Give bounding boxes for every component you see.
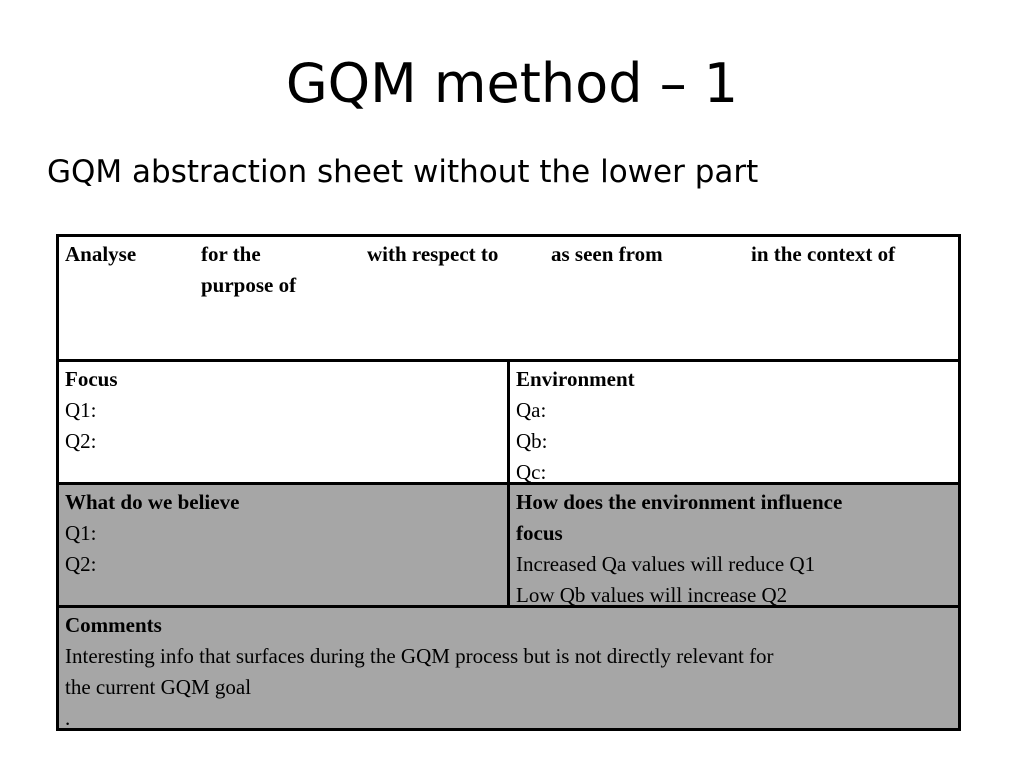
environment-cell bbox=[510, 362, 958, 482]
slide-title: GQM method – 1 bbox=[285, 52, 739, 115]
comments-text-line: Interesting info that surfaces during the GQM process but is not directly relevant for bbox=[65, 644, 774, 668]
influence-item: Low Qb values will increase Q2 bbox=[516, 583, 788, 607]
comments-cell bbox=[59, 608, 958, 728]
environment-item: Qc: bbox=[516, 460, 547, 484]
focus-cell bbox=[59, 362, 510, 482]
header-purpose-line2: purpose of bbox=[201, 273, 297, 297]
slide-subtitle: GQM abstraction sheet without the lower part bbox=[47, 154, 759, 190]
goal-header-row bbox=[59, 237, 958, 362]
influence-title-line1: How does the environment influence bbox=[516, 490, 843, 514]
comments-title: Comments bbox=[65, 613, 162, 637]
header-respect: with respect to bbox=[367, 242, 499, 266]
header-purpose bbox=[201, 239, 296, 301]
environment-item: Qb: bbox=[516, 429, 548, 453]
belief-influence-row bbox=[59, 485, 958, 608]
header-seen-from: as seen from bbox=[551, 242, 663, 266]
focus-environment-row bbox=[59, 362, 958, 485]
environment-title: Environment bbox=[516, 367, 635, 391]
focus-item: Q1: bbox=[65, 398, 97, 422]
believe-cell bbox=[59, 485, 510, 605]
influence-item: Increased Qa values will reduce Q1 bbox=[516, 552, 816, 576]
focus-title: Focus bbox=[65, 367, 118, 391]
comments-row bbox=[59, 608, 958, 728]
comments-text-line: the current GQM goal bbox=[65, 675, 252, 699]
header-purpose-line1: for the bbox=[201, 242, 261, 266]
believe-item: Q2: bbox=[65, 552, 97, 576]
influence-cell bbox=[510, 485, 958, 605]
comments-text-line: . bbox=[65, 706, 71, 730]
header-context: in the context of bbox=[751, 242, 896, 266]
gqm-abstraction-sheet bbox=[56, 234, 961, 731]
focus-item: Q2: bbox=[65, 429, 97, 453]
environment-item: Qa: bbox=[516, 398, 547, 422]
believe-item: Q1: bbox=[65, 521, 97, 545]
believe-title: What do we believe bbox=[65, 490, 240, 514]
header-analyse: Analyse bbox=[65, 242, 137, 266]
influence-title-line2: focus bbox=[516, 521, 563, 545]
